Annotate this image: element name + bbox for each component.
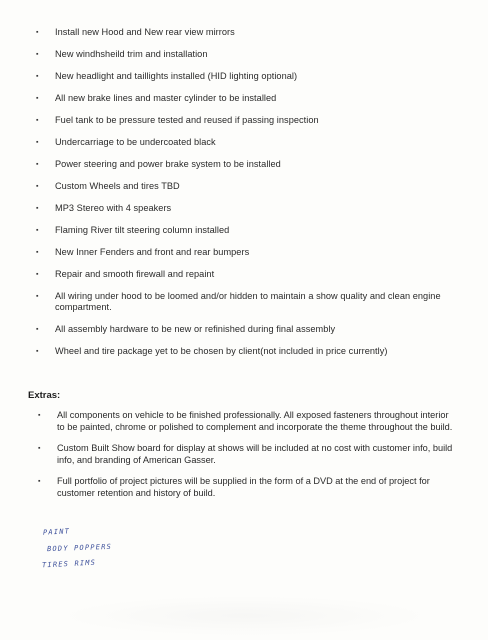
bullet-icon: ▪ — [36, 248, 39, 256]
bullet-icon: ▪ — [36, 270, 39, 278]
list-item-text: Wheel and tire package yet to be chosen by client(not included in price currently) — [55, 346, 388, 356]
list-item-text: Custom Built Show board for display at shows will be included at no cost with customer info, build info, and branding of American Gasser. — [57, 443, 453, 465]
scan-smudge — [60, 596, 430, 636]
list-item-text: All new brake lines and master cylinder to be installed — [55, 92, 277, 103]
bullet-icon: ▪ — [36, 326, 39, 333]
list-item-text: MP3 Stereo with 4 speakers — [55, 202, 172, 213]
list-item — [36, 203, 456, 215]
bullet-icon: ▪ — [38, 445, 41, 452]
list-item — [36, 93, 456, 105]
handwritten-note: TIRES RIMS — [41, 558, 97, 570]
list-item — [36, 346, 456, 358]
bullet-icon: ▪ — [36, 94, 39, 102]
list-item — [38, 476, 458, 499]
work-items-list — [36, 27, 456, 358]
list-item-text: Power steering and power brake system to be installed — [55, 158, 281, 169]
list-item-text: New Inner Fenders and front and rear bumpers — [55, 246, 250, 257]
extras-heading: Extras: — [28, 390, 61, 401]
list-item — [36, 225, 456, 237]
list-item-text: Install new Hood and New rear view mirrors — [55, 27, 235, 37]
list-item — [36, 324, 456, 336]
bullet-icon: ▪ — [36, 226, 39, 234]
list-item — [36, 159, 456, 171]
list-item-text: All assembly hardware to be new or refinished during final assembly — [55, 324, 336, 334]
bullet-icon: ▪ — [36, 348, 39, 355]
bullet-icon: ▪ — [36, 138, 39, 146]
list-item-text: Flaming River tilt steering column installed — [55, 224, 230, 235]
list-item-text: New headlight and taillights installed (HID lighting optional) — [55, 70, 298, 81]
list-item — [36, 291, 456, 314]
bullet-icon: ▪ — [38, 478, 41, 485]
list-item-text: Full portfolio of project pictures will be supplied in the form of a DVD at the end of project for customer retention and history of build. — [57, 476, 430, 498]
list-item-text: Fuel tank to be pressure tested and reused if passing inspection — [55, 114, 319, 125]
list-item — [36, 181, 456, 193]
list-item — [36, 71, 456, 83]
bullet-icon: ▪ — [36, 116, 39, 124]
bullet-icon: ▪ — [36, 50, 39, 58]
bullet-icon: ▪ — [38, 412, 41, 419]
list-item-text: Custom Wheels and tires TBD — [55, 180, 180, 191]
handwritten-note: PAINT — [42, 527, 71, 537]
list-item — [36, 115, 456, 127]
list-item-text: All wiring under hood to be loomed and/or hidden to maintain a show quality and clean engine compartment. — [55, 290, 441, 312]
bullet-icon: ▪ — [36, 29, 39, 36]
bullet-icon: ▪ — [36, 204, 39, 212]
list-item-text: New windhsheild trim and installation — [55, 48, 208, 59]
list-item — [36, 49, 456, 61]
handwritten-note: BODY POPPERS — [46, 542, 113, 554]
list-item-text: Undercarriage to be undercoated black — [55, 136, 216, 147]
list-item — [36, 27, 456, 39]
list-item — [36, 137, 456, 149]
list-item-text: All components on vehicle to be finished professionally. All exposed fasteners throughout interior to be painted, chrome or polished to complement and incorporate the theme throughout the build. — [57, 410, 453, 432]
list-item — [36, 247, 456, 259]
bullet-icon: ▪ — [36, 160, 39, 168]
bullet-icon: ▪ — [36, 182, 39, 190]
list-item — [36, 269, 456, 281]
bullet-icon: ▪ — [36, 72, 39, 80]
list-item — [38, 410, 458, 433]
extras-list — [38, 410, 458, 499]
list-item-text: Repair and smooth firewall and repaint — [55, 268, 215, 279]
bullet-icon: ▪ — [36, 292, 39, 300]
list-item — [38, 443, 458, 466]
